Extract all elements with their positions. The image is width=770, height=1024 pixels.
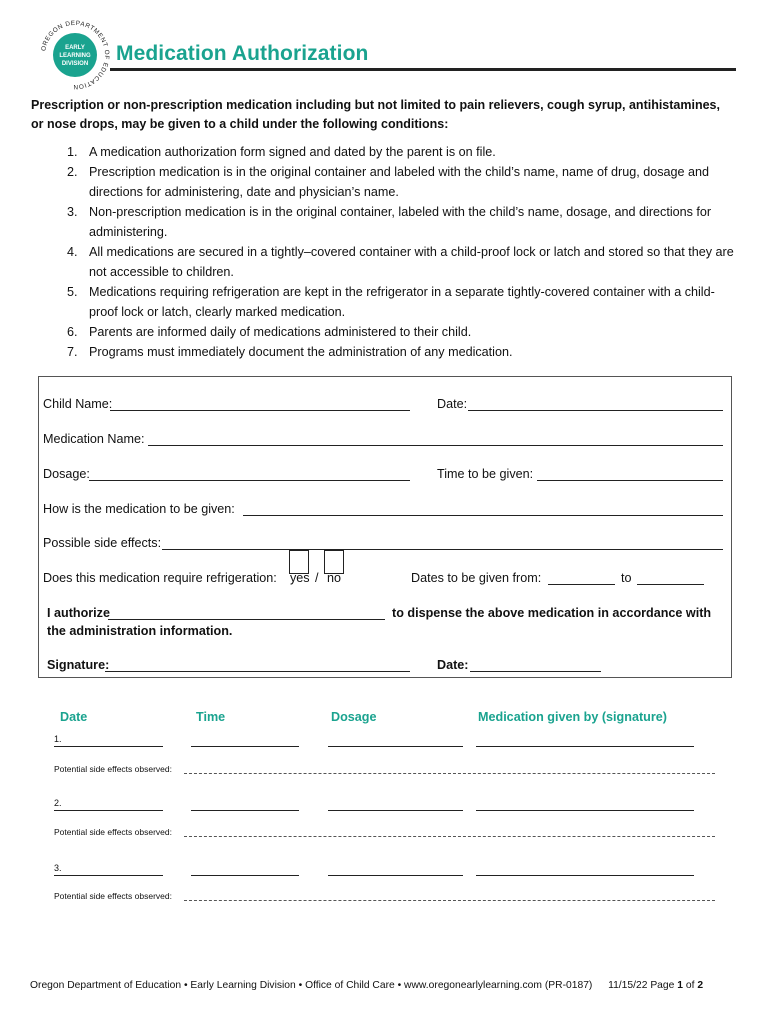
log-row3-time-field[interactable] bbox=[191, 875, 299, 876]
log-row3-side-effects-field[interactable] bbox=[184, 900, 715, 901]
dosage-label: Dosage: bbox=[43, 467, 90, 481]
refrigeration-label: Does this medication require refrigeration: bbox=[43, 571, 277, 585]
how-given-label: How is the medication to be given: bbox=[43, 502, 235, 516]
signature-label: Signature: bbox=[47, 658, 110, 672]
date-field[interactable] bbox=[468, 410, 723, 411]
log-row-number: 2. bbox=[54, 798, 62, 808]
footer-page-of: of bbox=[685, 980, 695, 991]
condition-item: 5. Medications requiring refrigeration are kept in the refrigerator in a separate tightly-covered container with a child-proof lock or latch, clearly marked medication. bbox=[67, 285, 715, 319]
log-header-dosage: Dosage bbox=[331, 710, 377, 724]
condition-item: 3. Non-prescription medication is in the original container, labeled with the child’s name, dosage, and directions for administering. bbox=[67, 205, 712, 239]
log-row1-time-field[interactable] bbox=[191, 746, 299, 747]
side-effects-field[interactable] bbox=[162, 549, 723, 550]
log-row2-side-effects-label: Potential side effects observed: bbox=[54, 827, 172, 837]
logo bbox=[40, 20, 110, 90]
logo-line2: LEARNING bbox=[59, 53, 91, 59]
log-row-number: 1. bbox=[54, 734, 62, 744]
log-row-number: 3. bbox=[54, 863, 62, 873]
footer-page-prefix: Page bbox=[650, 980, 675, 991]
log-row1-side-effects-label: Potential side effects observed: bbox=[54, 764, 172, 774]
signature-date-field[interactable] bbox=[470, 671, 601, 672]
slash-separator: / bbox=[315, 571, 319, 585]
log-row3-dosage-field[interactable] bbox=[328, 875, 463, 876]
intro-text: Prescription or non-prescription medication including but not limited to pain relievers, cough syrup, antihistamines, or nose drops, may be given to a child under the following conditions: bbox=[31, 98, 720, 131]
page-title: Medication Authorization bbox=[116, 42, 369, 65]
condition-item: 2. Prescription medication is in the original container and labeled with the child’s name, name of drug, dosage and directions for administering, date and physician’s name. bbox=[67, 165, 710, 199]
time-given-field[interactable] bbox=[537, 480, 723, 481]
medication-name-label: Medication Name: bbox=[43, 432, 145, 446]
yes-label: yes bbox=[290, 571, 310, 585]
condition-item: 1. A medication authorization form signed and dated by the parent is on file. bbox=[67, 145, 496, 159]
log-row1-signature-field[interactable] bbox=[476, 746, 694, 747]
footer-page-total: 2 bbox=[697, 980, 704, 991]
log-header-time: Time bbox=[196, 710, 226, 724]
signature-date-label: Date: bbox=[437, 658, 469, 672]
header-divider bbox=[110, 68, 736, 71]
child-name-field[interactable] bbox=[110, 410, 410, 411]
log-row2-date-field[interactable] bbox=[54, 810, 163, 811]
log-row1-date-field[interactable] bbox=[54, 746, 163, 747]
conditions-list bbox=[55, 142, 735, 362]
log-row2-side-effects-field[interactable] bbox=[184, 836, 715, 837]
log-row1-side-effects-field[interactable] bbox=[184, 773, 715, 774]
authorize-text-continued: the administration information. bbox=[47, 624, 233, 638]
signature-field[interactable] bbox=[105, 671, 410, 672]
log-row3-signature-field[interactable] bbox=[476, 875, 694, 876]
log-header-date: Date bbox=[60, 710, 88, 724]
dates-from-label: Dates to be given from: bbox=[411, 571, 542, 585]
dates-to-field[interactable] bbox=[637, 584, 704, 585]
log-row1-dosage-field[interactable] bbox=[328, 746, 463, 747]
medication-name-field[interactable] bbox=[148, 445, 723, 446]
logo-line3: DIVISION bbox=[61, 61, 89, 67]
time-given-label: Time to be given: bbox=[437, 467, 534, 481]
log-row3-side-effects-label: Potential side effects observed: bbox=[54, 891, 172, 901]
date-label: Date: bbox=[437, 397, 468, 411]
footer-text: Oregon Department of Education • Early Learning Division • Office of Child Care • www.oregonearlylearning.com (PR-0187) bbox=[30, 980, 593, 991]
authorized-person-field[interactable] bbox=[108, 619, 385, 620]
to-label: to bbox=[621, 571, 632, 585]
log-row2-dosage-field[interactable] bbox=[328, 810, 463, 811]
condition-item: 7. Programs must immediately document the administration of any medication. bbox=[67, 345, 513, 359]
condition-item: 4. All medications are secured in a tightly–covered container with a child-proof lock or latch and stored so that they are not accessible to children. bbox=[67, 245, 734, 279]
side-effects-label: Possible side effects: bbox=[43, 536, 162, 550]
page-footer bbox=[30, 980, 703, 991]
condition-item: 6. Parents are informed daily of medications administered to their child. bbox=[67, 325, 472, 339]
footer-date: 11/15/22 bbox=[608, 980, 648, 991]
log-header-given-by: Medication given by (signature) bbox=[478, 710, 667, 724]
authorize-label: I authorize bbox=[47, 606, 110, 620]
how-given-field[interactable] bbox=[243, 515, 723, 516]
logo-arc-text: OREGON DEPARTMENT OF EDUCATION bbox=[40, 20, 110, 90]
log-row3-date-field[interactable] bbox=[54, 875, 163, 876]
dosage-field[interactable] bbox=[89, 480, 410, 481]
log-row2-time-field[interactable] bbox=[191, 810, 299, 811]
logo-line1: EARLY bbox=[65, 45, 85, 51]
authorize-text: to dispense the above medication in accordance with bbox=[392, 606, 712, 620]
dates-from-field[interactable] bbox=[548, 584, 615, 585]
no-label: no bbox=[327, 571, 342, 585]
log-row2-signature-field[interactable] bbox=[476, 810, 694, 811]
child-name-label: Child Name: bbox=[43, 397, 113, 411]
footer-page-number: 1 bbox=[677, 980, 683, 991]
